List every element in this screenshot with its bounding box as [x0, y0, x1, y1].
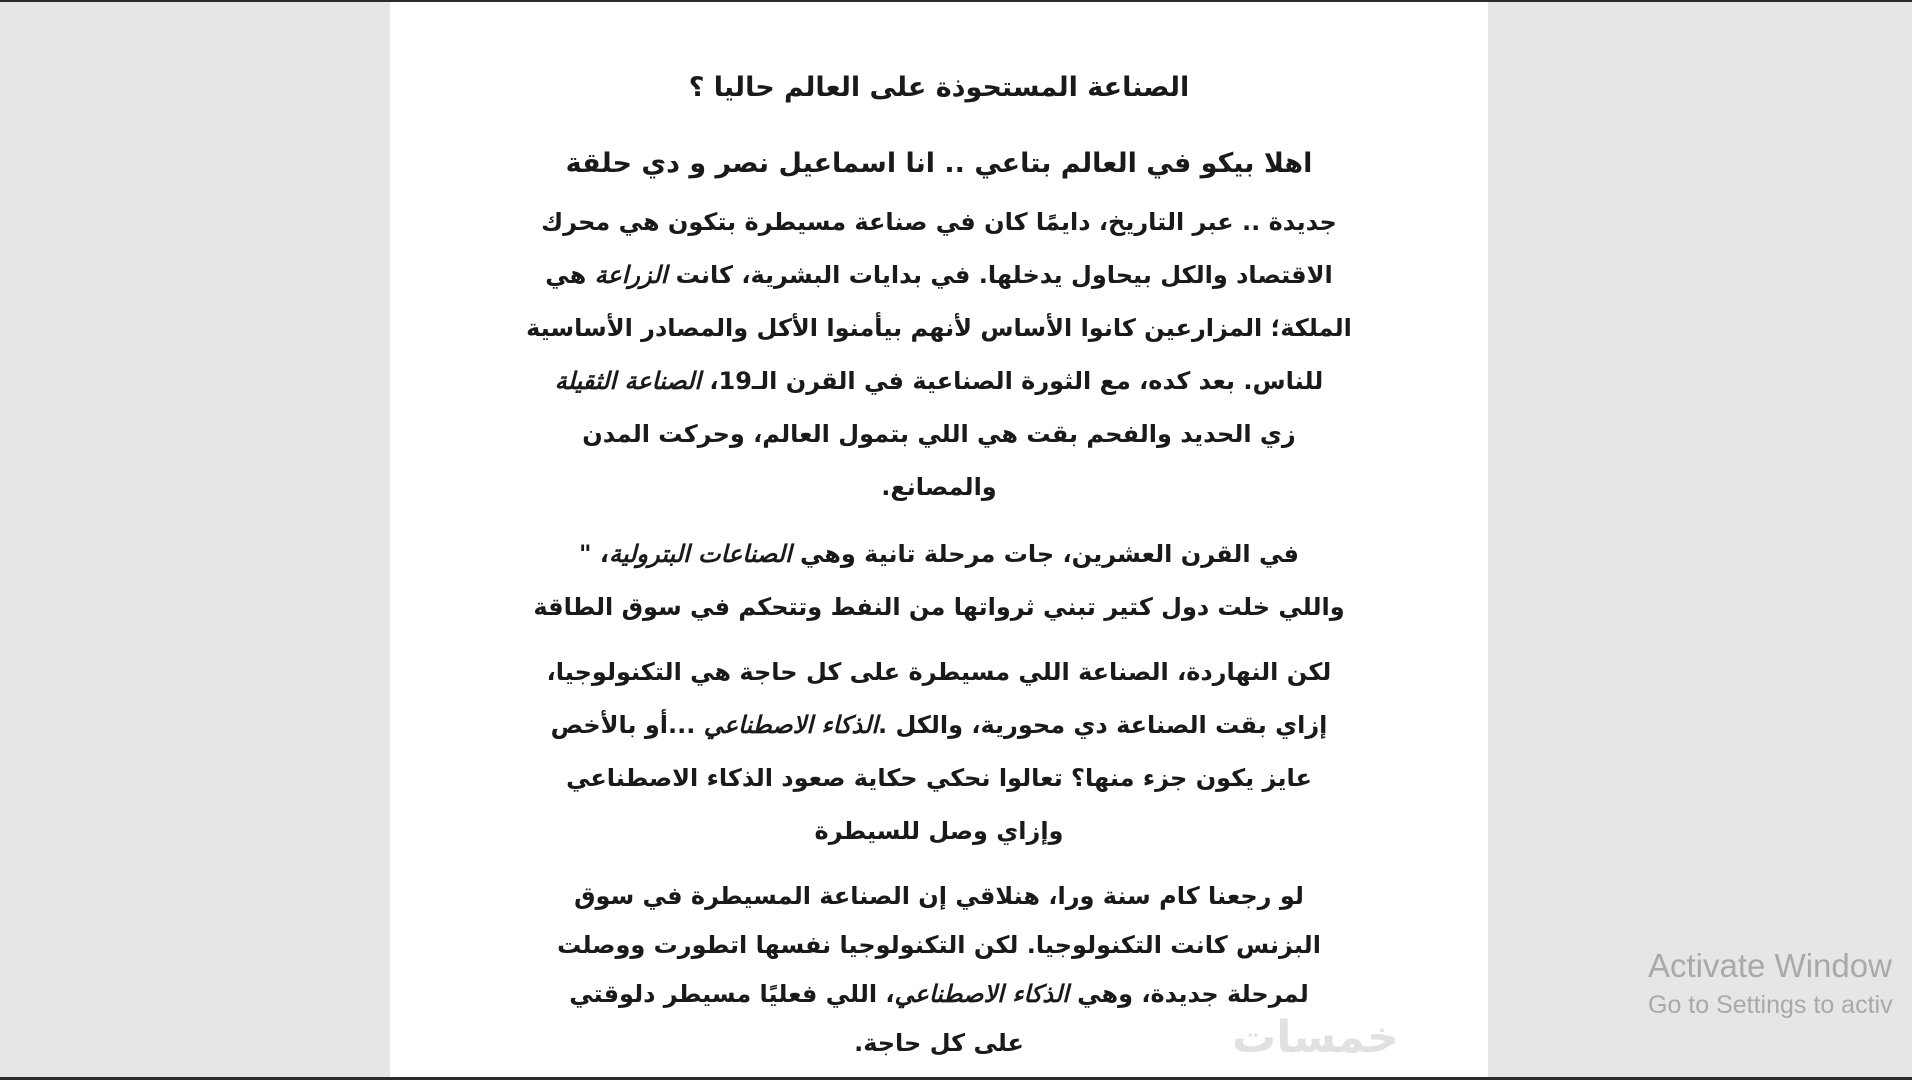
watermark-logo: خمسات — [1232, 1012, 1399, 1063]
paragraph-history — [510, 196, 1368, 514]
paragraph-line: جديدة .. عبر التاريخ، دايمًا كان في صناعة مسيطرة بتكون هي محرك — [541, 208, 1337, 236]
paragraph-line: وإزاي وصل للسيطرة — [814, 817, 1064, 845]
paragraph-line: عايز يكون جزء منها؟ تعالوا نحكي حكاية صعود الذكاء الاصطناعي — [566, 764, 1312, 792]
intro-line: اهلا بيكو في العالم بتاعي .. انا اسماعيل نصر و دي حلقة — [565, 148, 1313, 179]
paragraph-line: والمصانع. — [881, 473, 997, 501]
paragraph-line — [510, 355, 1368, 408]
paragraph-line — [510, 249, 1368, 302]
emphasis-text: الزراعة — [594, 261, 668, 289]
emphasis-text: الصناعات البترولية — [608, 540, 792, 568]
text-run: إزاي بقت الصناعة دي محورية، والكل . — [878, 711, 1328, 739]
activate-windows-notice — [1648, 945, 1893, 1021]
paragraph-oil — [510, 528, 1368, 634]
paragraph-line — [510, 699, 1368, 752]
paragraph-line: زي الحديد والفحم بقت هي اللي بتمول العالم، وحركت المدن — [582, 420, 1296, 448]
paragraph-line: على كل حاجة. — [854, 1029, 1024, 1057]
document-title: الصناعة المستحوذة على العالم حاليا ؟ — [688, 72, 1190, 103]
emphasis-text: الذكاء الاصطناعي — [703, 711, 878, 739]
text-run: هي — [545, 261, 595, 289]
activate-windows-subtitle: Go to Settings to activ — [1648, 991, 1893, 1019]
paragraph-technology — [510, 646, 1368, 858]
paragraph-line: الملكة؛ المزارعين كانوا الأساس لأنهم بيأمنوا الأكل والمصادر الأساسية — [526, 314, 1352, 342]
text-run: ، " — [578, 540, 609, 568]
text-run: الاقتصاد والكل بيحاول يدخلها. في بدايات البشرية، كانت — [667, 261, 1333, 289]
paragraph-line: لكن النهاردة، الصناعة اللي مسيطرة على كل حاجة هي التكنولوجيا، — [546, 658, 1332, 686]
paragraph-line: البزنس كانت التكنولوجيا. لكن التكنولوجيا نفسها اتطورت ووصلت — [557, 931, 1321, 959]
paragraph-line — [510, 528, 1368, 581]
text-run: لمرحلة جديدة، وهي — [1068, 980, 1309, 1008]
emphasis-text: الصناعة الثقيلة — [554, 367, 702, 395]
text-run: ، اللي فعليًا مسيطر دلوقتي — [569, 980, 895, 1008]
paragraph-line: واللي خلت دول كتير تبني ثرواتها من النفط وتتحكم في سوق الطاقة — [533, 593, 1345, 621]
paragraph-line: لو رجعنا كام سنة ورا، هنلاقي إن الصناعة المسيطرة في سوق — [574, 882, 1304, 910]
document-page — [390, 2, 1488, 1077]
activate-windows-title: Activate Window — [1648, 947, 1892, 984]
text-run: للناس. بعد كده، مع الثورة الصناعية في القرن الـ19، — [701, 367, 1324, 395]
text-run: في القرن العشرين، جات مرحلة تانية وهي — [791, 540, 1299, 568]
emphasis-text: الذكاء الاصطناعي — [894, 980, 1069, 1008]
text-run: ...أو بالأخص — [550, 711, 704, 739]
